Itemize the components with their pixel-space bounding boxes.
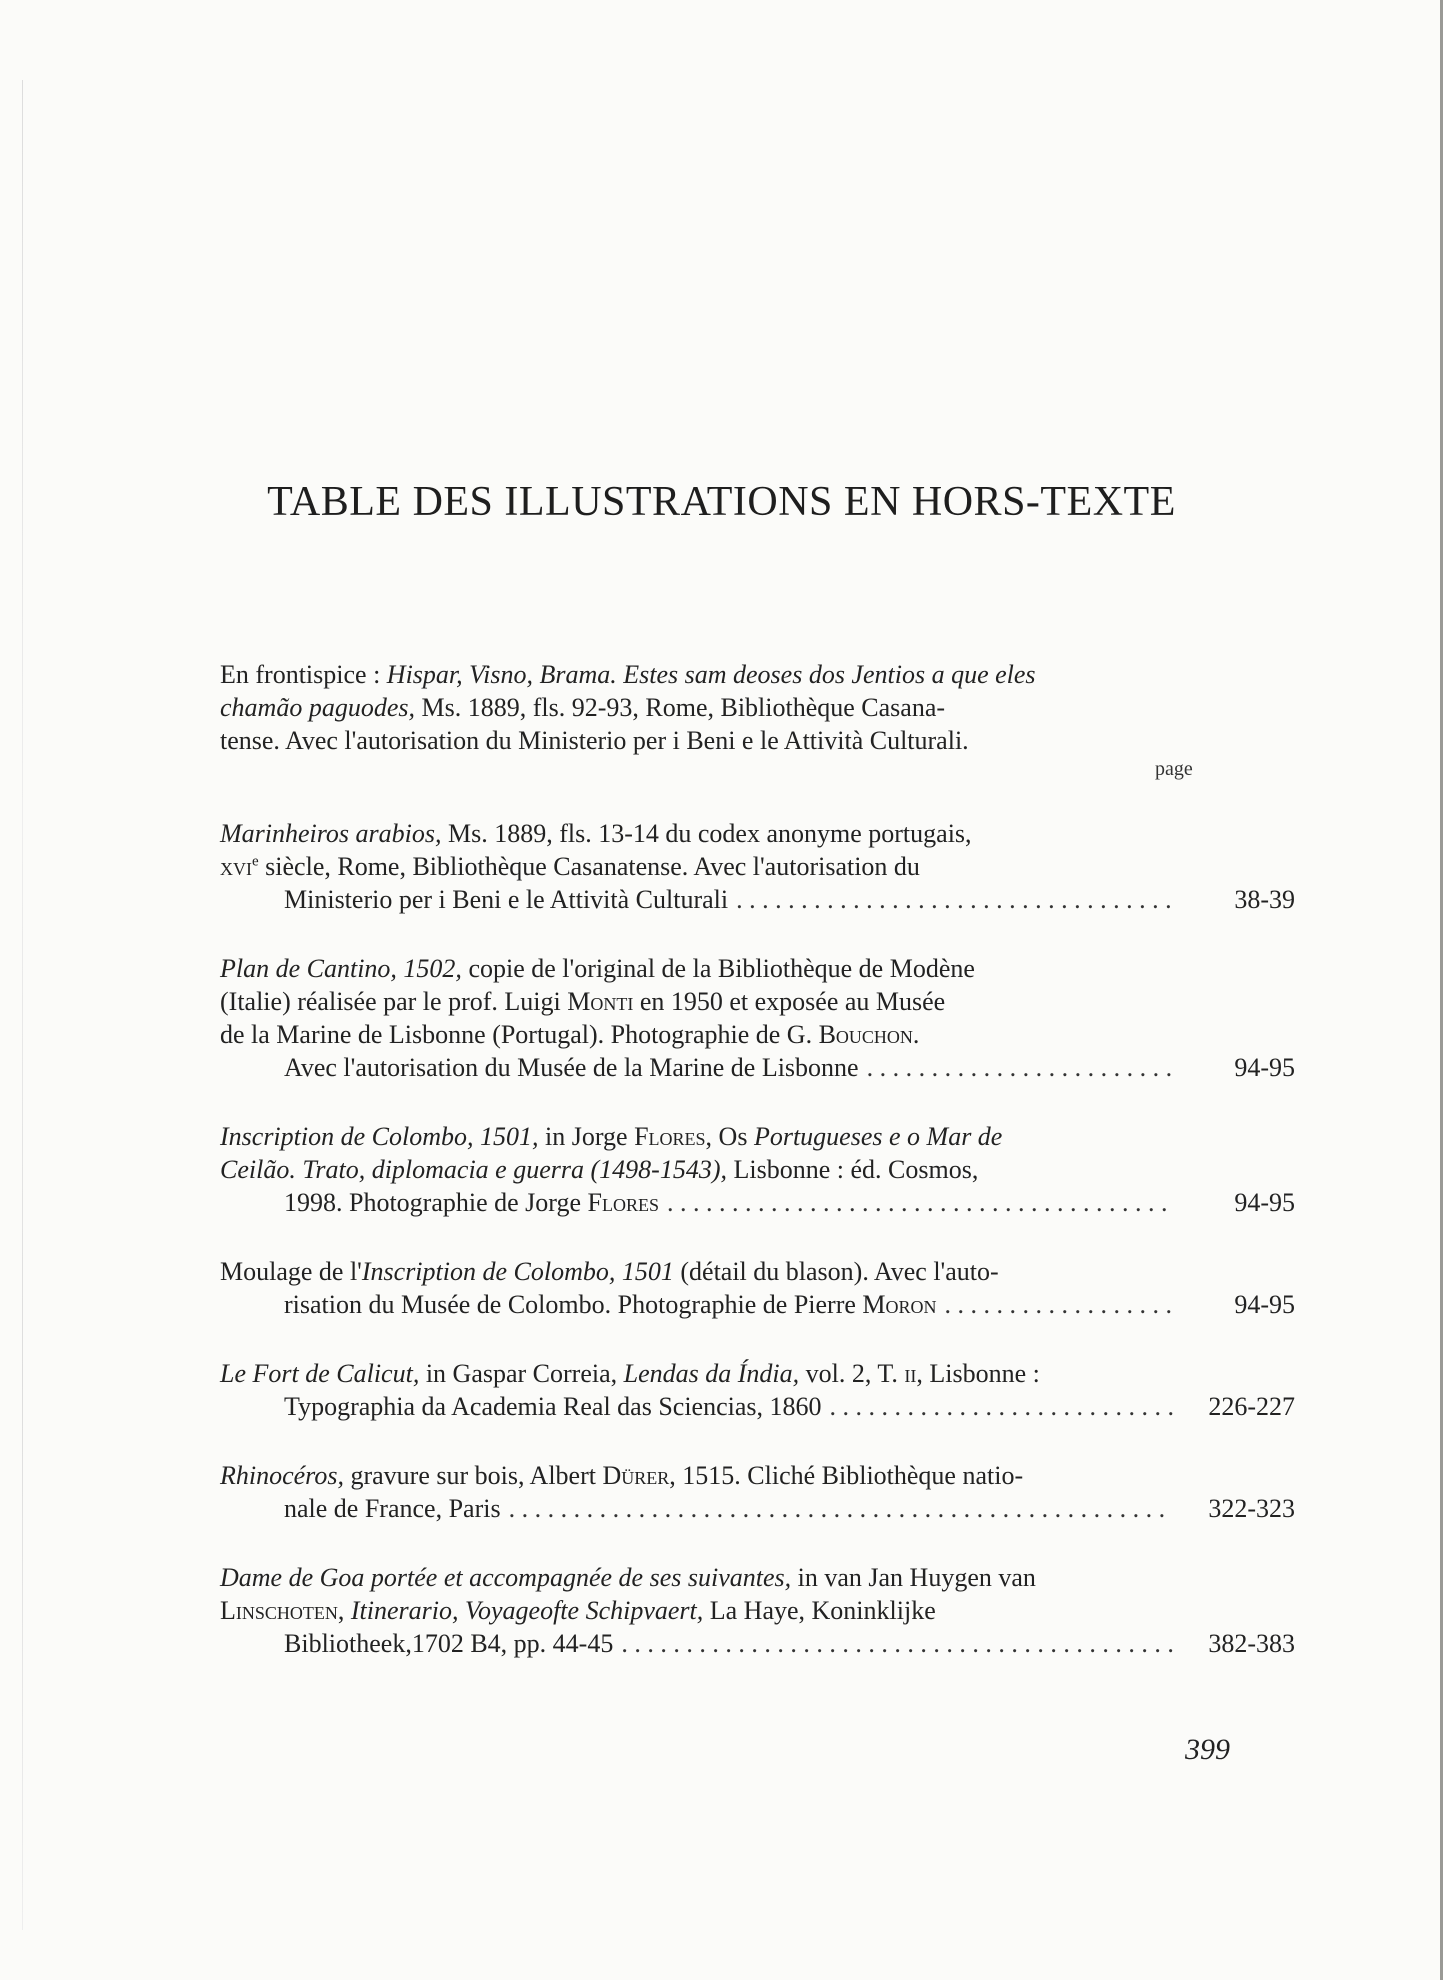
entry-title: Portugueses e o Mar de bbox=[753, 1122, 1003, 1151]
entry-text: En frontispice : bbox=[220, 660, 387, 689]
illustrations-list bbox=[220, 658, 1295, 1696]
author-name: Linschoten bbox=[220, 1596, 338, 1625]
author-name: Flores bbox=[634, 1122, 706, 1151]
dot-leader bbox=[667, 1186, 1173, 1219]
entry-title: chamão paguodes, bbox=[220, 693, 415, 722]
dot-leader bbox=[867, 1051, 1173, 1084]
entry-text: vol. 2, T. bbox=[799, 1359, 905, 1388]
entry-text: Moulage de l' bbox=[220, 1257, 362, 1286]
entry-title: Le Fort de Calicut, bbox=[220, 1359, 420, 1388]
scan-edge-shadow bbox=[22, 80, 23, 1930]
page-reference: 94-95 bbox=[1234, 1188, 1295, 1217]
entry-text: La Haye, Koninklijke bbox=[703, 1596, 936, 1625]
page-reference: 382-383 bbox=[1208, 1629, 1295, 1658]
entry-moulage bbox=[220, 1255, 1295, 1321]
entry-text: 1998. Photographie de Jorge bbox=[284, 1188, 588, 1217]
page-reference: 94-95 bbox=[1234, 1290, 1295, 1319]
entry-text: in Jorge bbox=[538, 1122, 635, 1151]
page-reference: 94-95 bbox=[1234, 1053, 1295, 1082]
century-numeral: xvi bbox=[220, 852, 252, 881]
dot-leader bbox=[736, 883, 1173, 916]
page-reference: 226-227 bbox=[1208, 1392, 1295, 1421]
author-name: Flores bbox=[587, 1188, 660, 1217]
entry-dame-goa bbox=[220, 1561, 1295, 1660]
entry-title: Plan de Cantino, 1502, bbox=[220, 954, 462, 983]
entry-text: Ms. 1889, fls. 92-93, Rome, Bibliothèque Casana- bbox=[414, 693, 946, 722]
author-name: Bouchon bbox=[818, 1020, 913, 1049]
entry-text: en 1950 et exposée au Musée bbox=[633, 987, 946, 1016]
page-reference: 38-39 bbox=[1234, 885, 1295, 914]
entry-title: Ceilão. Trato, diplomacia e guerra (1498-1543), bbox=[220, 1155, 727, 1184]
entry-marinheiros bbox=[220, 817, 1295, 916]
dot-leader bbox=[945, 1288, 1173, 1321]
entry-inscription-colombo bbox=[220, 1120, 1295, 1219]
entry-text: gravure sur bois, Albert bbox=[343, 1461, 603, 1490]
author-name: Dürer bbox=[602, 1461, 670, 1490]
entry-fort-calicut bbox=[220, 1357, 1295, 1423]
entry-title: Inscription de Colombo, 1501 bbox=[361, 1257, 674, 1286]
entry-text: Typographia da Academia Real das Sciencias, 1860 bbox=[284, 1392, 822, 1421]
entry-title: Rhinocéros, bbox=[220, 1461, 344, 1490]
entry-title: Lendas da Índia, bbox=[623, 1359, 800, 1388]
page-number: 399 bbox=[1185, 1733, 1230, 1766]
entry-text: Ms. 1889, fls. 13-14 du codex anonyme portugais, bbox=[441, 819, 972, 848]
dot-leader bbox=[830, 1390, 1173, 1423]
entry-text: nale de France, Paris bbox=[284, 1494, 501, 1523]
entry-text: Bibliotheek,1702 B4, pp. 44-45 bbox=[284, 1629, 614, 1658]
page-title: TABLE DES ILLUSTRATIONS EN HORS-TEXTE bbox=[267, 479, 1176, 525]
entry-rhinoceros bbox=[220, 1459, 1295, 1525]
entry-title: Inscription de Colombo, 1501, bbox=[220, 1122, 539, 1151]
entry-text: , Os bbox=[705, 1122, 754, 1151]
page-reference: 322-323 bbox=[1208, 1494, 1295, 1523]
entry-text: Lisbonne : éd. Cosmos, bbox=[726, 1155, 979, 1184]
entry-text: Ministerio per i Beni e le Attività Culturali bbox=[284, 885, 729, 914]
entry-text: (Italie) réalisée par le prof. Luigi bbox=[220, 987, 568, 1016]
superscript: e bbox=[252, 853, 259, 870]
author-name: Moron bbox=[862, 1290, 937, 1319]
entry-title: Hispar, Visno, Brama. Estes sam deoses dos Jentios a que eles bbox=[386, 660, 1036, 689]
entry-text: de la Marine de Lisbonne (Portugal). Photographie de G. bbox=[220, 1020, 819, 1049]
entry-title: Marinheiros arabios, bbox=[220, 819, 442, 848]
entry-text: in Gaspar Correia, bbox=[419, 1359, 624, 1388]
entry-text: risation du Musée de Colombo. Photographie de Pierre bbox=[284, 1290, 863, 1319]
entry-text: Avec l'autorisation du Musée de la Marine de Lisbonne bbox=[284, 1053, 859, 1082]
entry-text: tense. Avec l'autorisation du Ministerio per i Beni e le Attività Culturali. bbox=[220, 726, 969, 755]
entry-text: , Lisbonne : bbox=[916, 1359, 1040, 1388]
entry-text: . bbox=[912, 1020, 920, 1049]
entry-text: (détail du blason). Avec l'auto- bbox=[673, 1257, 999, 1286]
entry-text: , bbox=[337, 1596, 351, 1625]
entry-frontispice bbox=[220, 658, 1177, 757]
page-column-label: page bbox=[1155, 758, 1193, 780]
entry-text: , 1515. Cliché Bibliothèque natio- bbox=[669, 1461, 1024, 1490]
entry-title: Itinerario, Voyageofte Schipvaert, bbox=[350, 1596, 704, 1625]
entry-text: siècle, Rome, Bibliothèque Casanatense. Avec l'autorisation du bbox=[258, 852, 920, 881]
dot-leader bbox=[509, 1492, 1173, 1525]
entry-text: in van Jan Huygen van bbox=[791, 1563, 1036, 1592]
dot-leader bbox=[621, 1627, 1173, 1660]
entry-title: Dame de Goa portée et accompagnée de ses suivantes, bbox=[220, 1563, 792, 1592]
tome-numeral: ii bbox=[904, 1359, 917, 1388]
entry-plan-cantino bbox=[220, 952, 1295, 1084]
entry-text: copie de l'original de la Bibliothèque de Modène bbox=[461, 954, 975, 983]
author-name: Monti bbox=[567, 987, 634, 1016]
